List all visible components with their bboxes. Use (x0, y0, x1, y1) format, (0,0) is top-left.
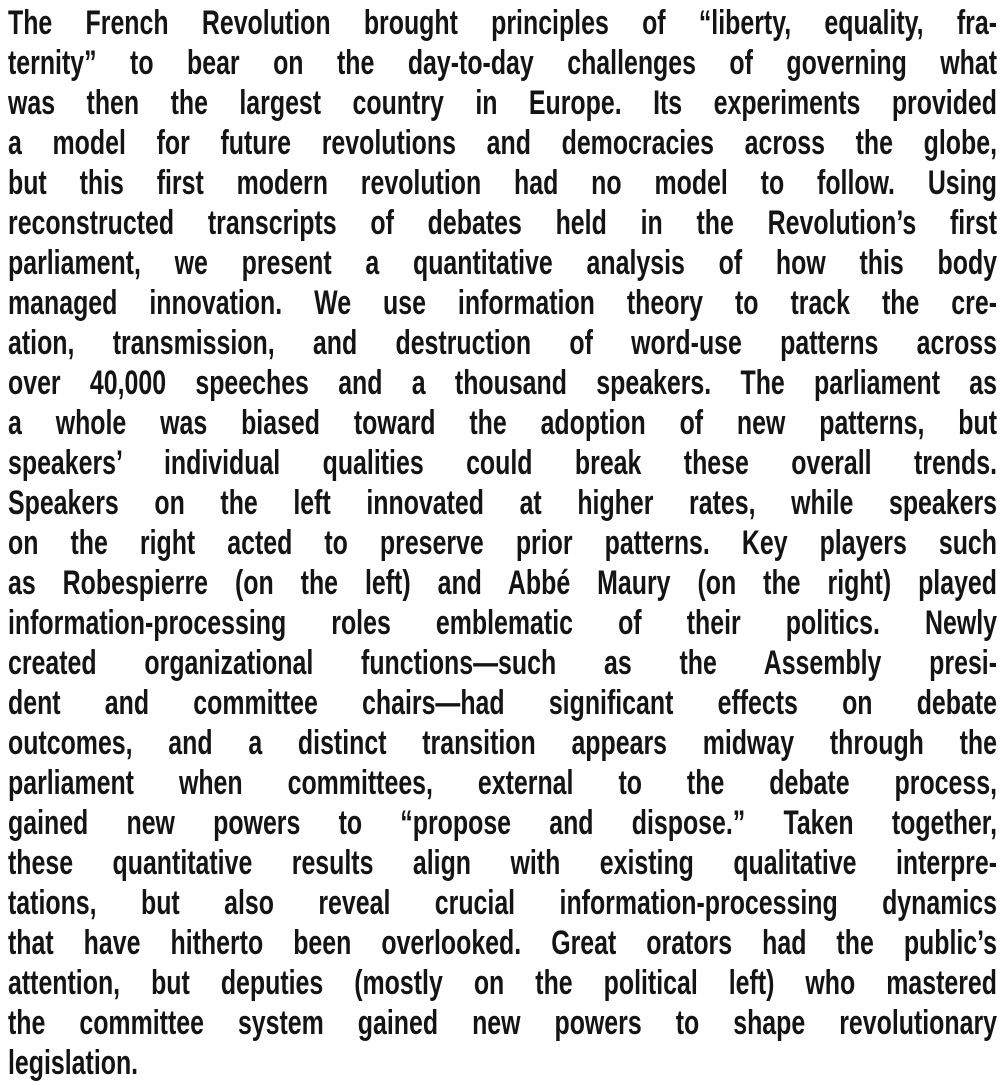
abstract-line: was then the largest country in Europe. Its experiments provided (8, 84, 998, 122)
abstract-line: on the right acted to preserve prior patterns. Key players such (8, 524, 998, 562)
abstract-line: a whole was biased toward the adoption of new patterns, but (8, 404, 998, 442)
abstract-line: managed innovation. We use information theory to track the cre- (8, 284, 998, 322)
abstract-line: outcomes, and a distinct transition appears midway through the (8, 724, 998, 762)
abstract-line: information-processing roles emblematic of their politics. Newly (8, 604, 998, 642)
abstract-line: legislation. (8, 1044, 139, 1082)
abstract-line: created organizational functions—such as the Assembly presi- (8, 644, 998, 682)
abstract-line: parliament, we present a quantitative analysis of how this body (8, 244, 998, 282)
abstract-line: ternity” to bear on the day-to-day challenges of governing what (8, 44, 998, 82)
abstract-line: ation, transmission, and destruction of word-use patterns across (8, 324, 998, 362)
abstract-line: attention, but deputies (mostly on the political left) who mastered (8, 964, 998, 1002)
abstract-line: speakers’ individual qualities could break these overall trends. (8, 444, 998, 482)
abstract-line: as Robespierre (on the left) and Abbé Maury (on the right) played (8, 564, 998, 602)
abstract-line: dent and committee chairs—had significant effects on debate (8, 684, 998, 722)
abstract-line: reconstructed transcripts of debates held in the Revolution’s first (8, 204, 998, 242)
abstract-paragraph (8, 3, 997, 1083)
abstract-line: Speakers on the left innovated at higher rates, while speakers (8, 484, 998, 522)
abstract-line: tations, but also reveal crucial information-processing dynamics (8, 884, 998, 922)
abstract-line: over 40,000 speeches and a thousand speakers. The parliament as (8, 364, 998, 402)
abstract-line: that have hitherto been overlooked. Great orators had the public’s (8, 924, 998, 962)
abstract-line: The French Revolution brought principles of “liberty, equality, fra- (8, 4, 998, 42)
abstract-line: gained new powers to “propose and dispose.” Taken together, (8, 804, 998, 842)
abstract-line: the committee system gained new powers to shape revolutionary (8, 1004, 998, 1042)
abstract-line: but this first modern revolution had no model to follow. Using (8, 164, 998, 202)
abstract-line: a model for future revolutions and democracies across the globe, (8, 124, 998, 162)
abstract-line: these quantitative results align with existing qualitative interpre- (8, 844, 998, 882)
abstract-line: parliament when committees, external to the debate process, (8, 764, 998, 802)
